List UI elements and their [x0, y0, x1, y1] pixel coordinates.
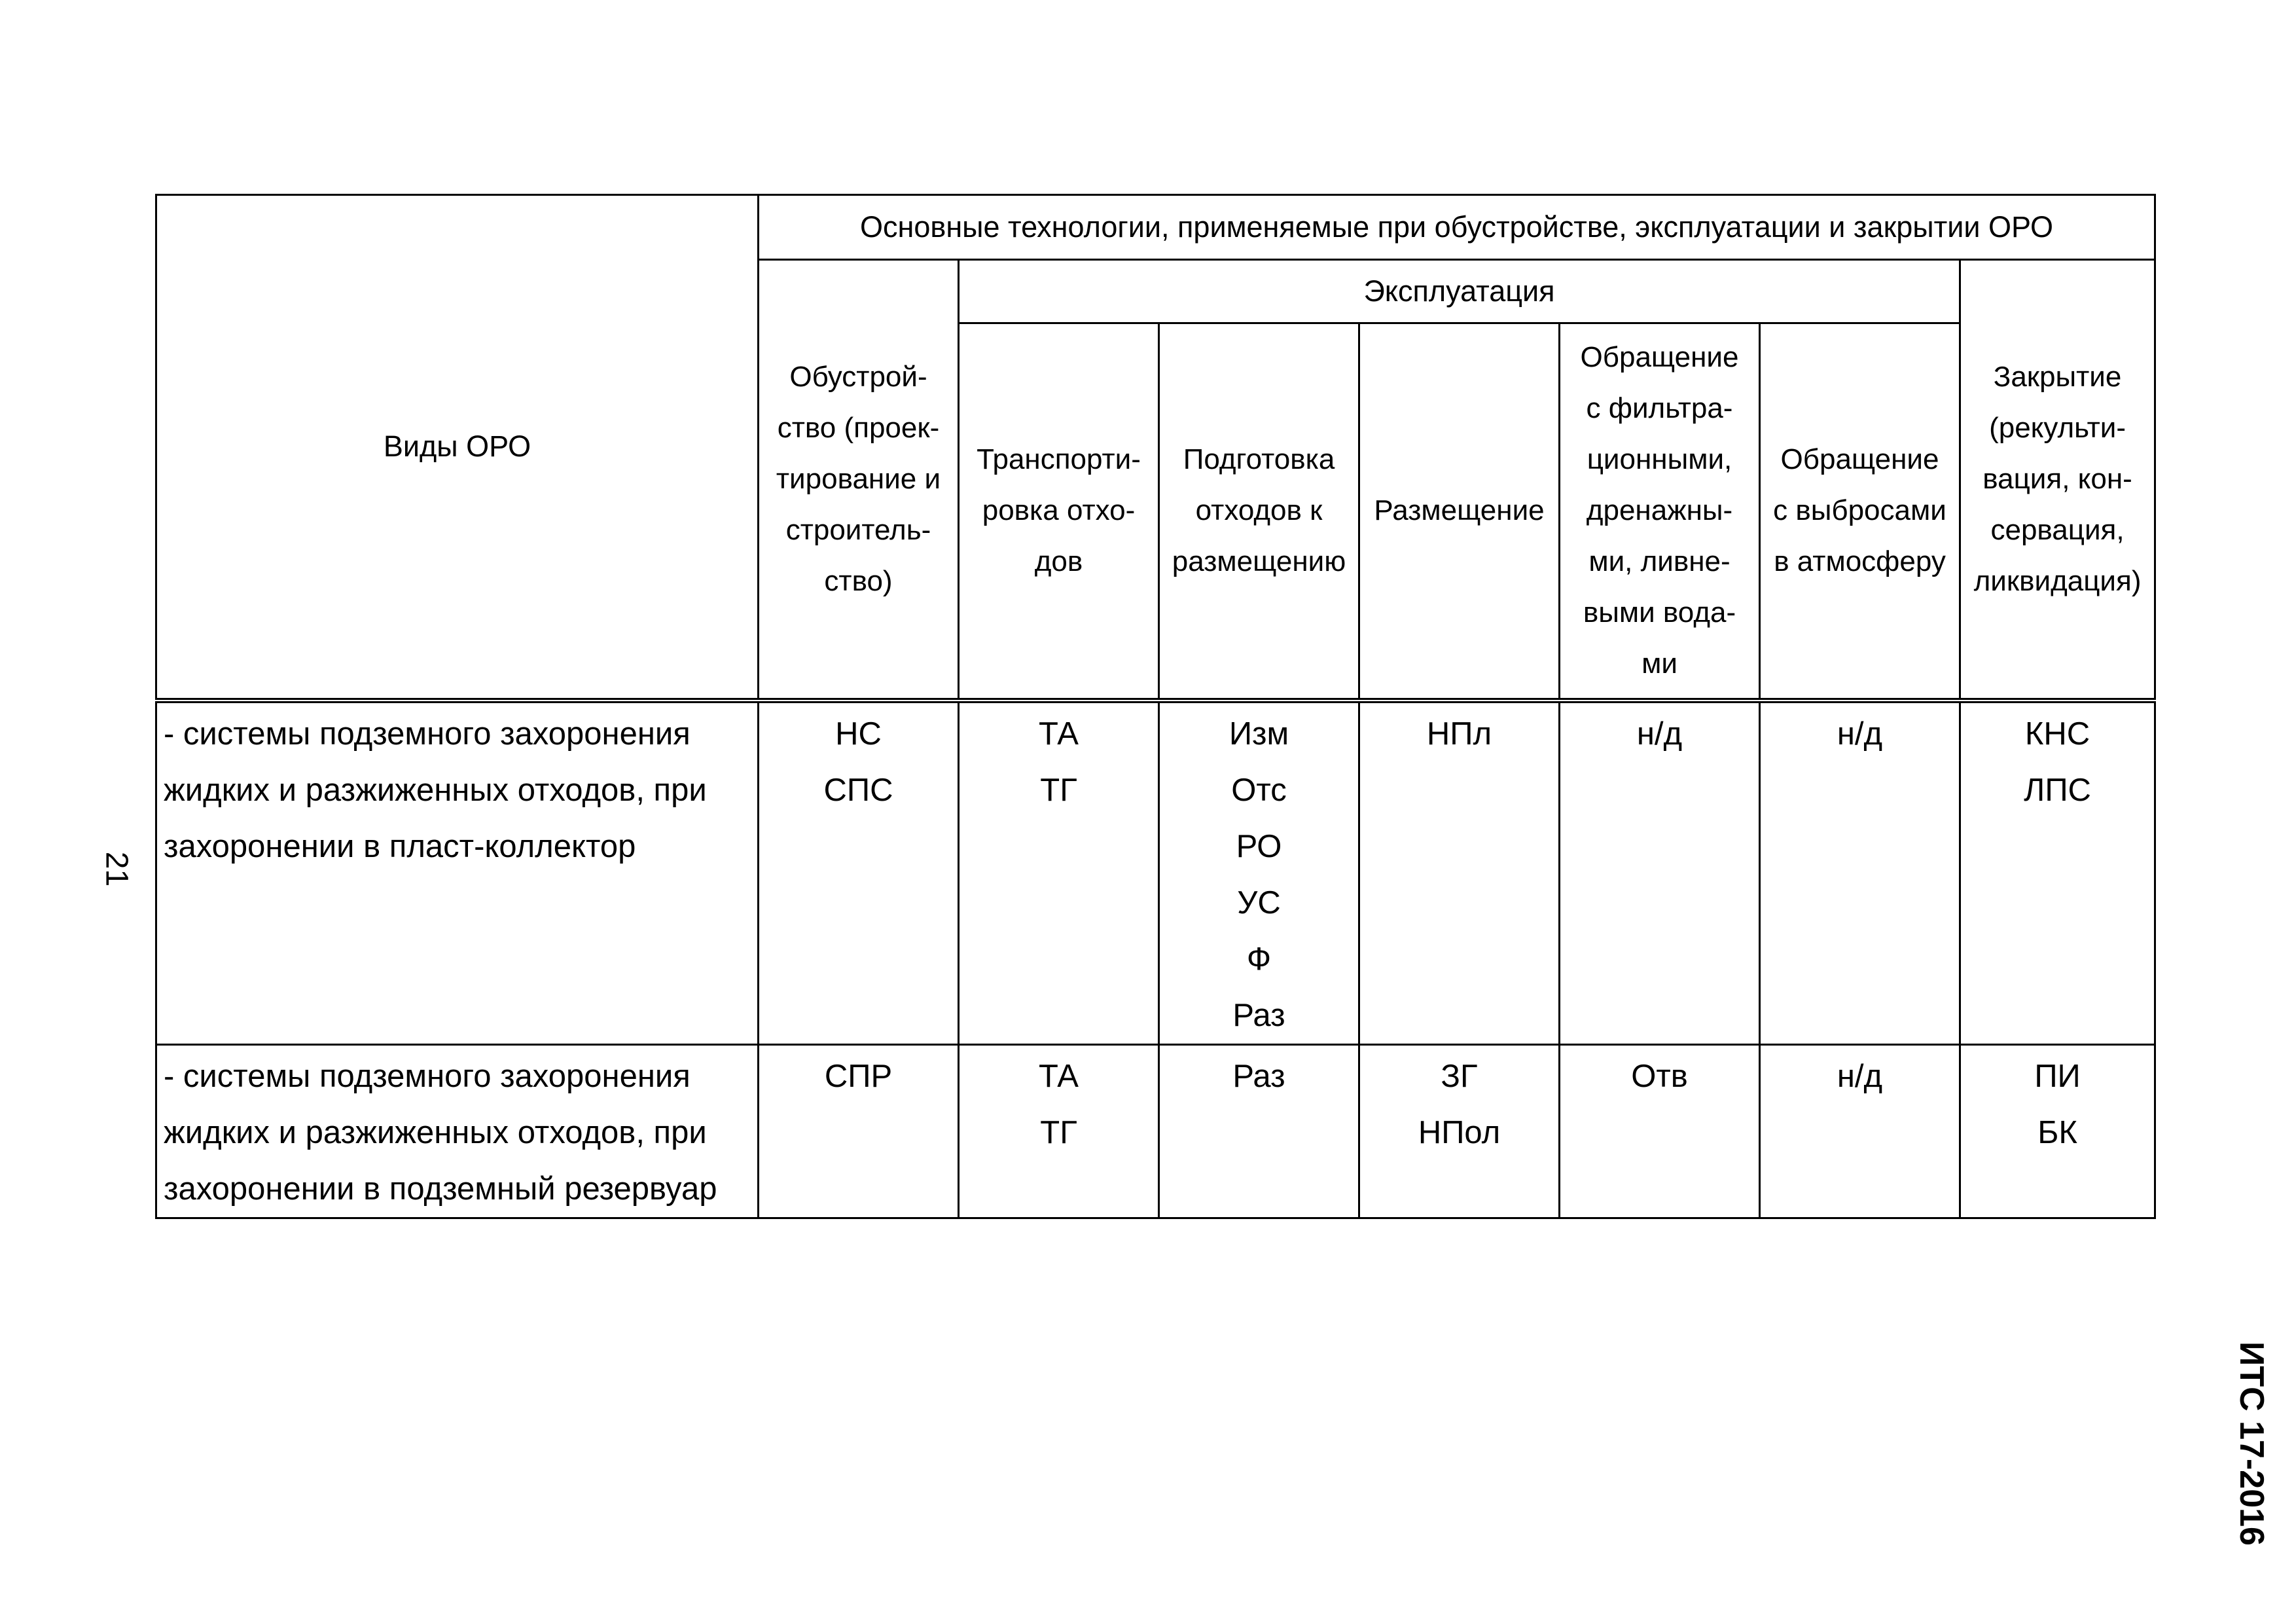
cell-text-line: строитель- — [785, 513, 931, 546]
cell-text-line: БК — [2037, 1115, 2077, 1150]
cell-emissions — [1760, 1045, 1960, 1218]
cell-text-line: Обустрой- — [789, 360, 927, 393]
header-closure — [1960, 260, 2155, 701]
cell-text-line: - системы подземного захоронения — [164, 1059, 691, 1094]
cell-text-line: ровка отхо- — [982, 494, 1136, 527]
header-oro-kinds: Виды ОРО — [156, 195, 759, 701]
cell-text-line: ликвидация) — [1973, 564, 2142, 597]
cell-text-line: Ф — [1246, 941, 1272, 977]
cell-text-line: ми, ливне- — [1588, 545, 1731, 578]
cell-text-line: ПИ — [2034, 1059, 2081, 1094]
cell-transport — [959, 1045, 1159, 1218]
cell-text-line: ство) — [824, 564, 893, 597]
cell-text-line: Раз — [1232, 1059, 1285, 1094]
cell-text-line: отходов к — [1195, 494, 1323, 527]
cell-text-line: н/д — [1837, 1059, 1883, 1094]
cell-text-line: СПС — [823, 772, 893, 808]
cell-oro-kind — [156, 701, 759, 1045]
table-row — [156, 1045, 2155, 1218]
cell-text-line: Обращение — [1580, 341, 1739, 374]
page-number: 21 — [99, 851, 134, 887]
cell-text-line: СПР — [824, 1059, 893, 1094]
cell-text-line: ЗГ — [1441, 1059, 1478, 1094]
cell-closure — [1960, 701, 2155, 1045]
cell-text-line: Обращение — [1780, 443, 1939, 476]
header-main-technologies: Основные технологии, применяемые при обустройстве, эксплуатации и закрытии ОРО — [759, 195, 2155, 260]
cell-filtration — [1560, 701, 1760, 1045]
cell-text-line: сервация, — [1990, 513, 2125, 546]
cell-text-line: НПл — [1426, 716, 1492, 752]
cell-text-line: УС — [1237, 884, 1281, 921]
cell-text-line: НС — [835, 716, 882, 752]
cell-text-line: с фильтра- — [1586, 392, 1733, 425]
header-emissions — [1760, 323, 1960, 701]
cell-text-line: ство (проек- — [777, 411, 940, 444]
cell-text-line: дов — [1034, 545, 1083, 578]
cell-text-line: Отв — [1631, 1059, 1688, 1094]
cell-text-line: ционными, — [1587, 443, 1732, 476]
cell-preparation — [1159, 701, 1359, 1045]
cell-text-line: с выбросами — [1773, 494, 1946, 527]
cell-filtration — [1560, 1045, 1760, 1218]
cell-text-line: в атмосферу — [1774, 545, 1946, 578]
cell-text-line: тирование и — [776, 462, 941, 495]
cell-placement — [1359, 701, 1560, 1045]
cell-text-line: размещению — [1172, 545, 1346, 578]
cell-text-line: ТА — [1039, 716, 1079, 752]
cell-text-line: вация, кон- — [1982, 462, 2132, 495]
table-row — [156, 701, 2155, 1045]
oro-technologies-table — [155, 194, 2156, 1219]
cell-closure — [1960, 1045, 2155, 1218]
cell-text-line: ЛПС — [2024, 772, 2091, 808]
cell-construction — [759, 1045, 959, 1218]
header-preparation — [1159, 323, 1359, 701]
cell-oro-kind — [156, 1045, 759, 1218]
cell-text-line: жидких и разжиженных отходов, при — [164, 1115, 707, 1150]
cell-text-line: Подготовка — [1183, 443, 1335, 476]
cell-transport — [959, 701, 1159, 1045]
header-transport — [959, 323, 1159, 701]
cell-text-line: Закрытие — [1993, 360, 2122, 393]
document-code: ИТС 17-2016 — [2233, 1341, 2270, 1546]
cell-text-line: КНС — [2024, 716, 2090, 752]
cell-text-line: н/д — [1837, 716, 1883, 752]
cell-text-line: - системы подземного захоронения — [164, 716, 691, 752]
cell-text-line: жидких и разжиженных отходов, при — [164, 772, 707, 808]
cell-text-line: НПол — [1418, 1115, 1501, 1150]
cell-emissions — [1760, 701, 1960, 1045]
cell-text-line: захоронении в подземный резервуар — [164, 1171, 717, 1207]
header-construction — [759, 260, 959, 701]
cell-text-line: РО — [1236, 828, 1282, 864]
cell-text-line: Раз — [1232, 997, 1285, 1033]
cell-construction — [759, 701, 959, 1045]
cell-text-line: захоронении в пласт-коллектор — [164, 828, 636, 864]
header-placement — [1359, 323, 1560, 701]
cell-text-line: ТА — [1039, 1059, 1079, 1094]
cell-preparation — [1159, 1045, 1359, 1218]
header-filtration-water — [1560, 323, 1760, 701]
cell-text-line: выми вода- — [1583, 596, 1736, 629]
cell-text-line: (рекульти- — [1989, 411, 2126, 444]
cell-text-line: н/д — [1636, 716, 1683, 752]
cell-text-line: Размещение — [1374, 494, 1545, 527]
cell-text-line: ТГ — [1040, 772, 1077, 808]
header-operation: Эксплуатация — [959, 260, 1960, 323]
cell-text-line: ми — [1641, 647, 1677, 680]
cell-text-line: Отс — [1231, 772, 1287, 808]
cell-text-line: Транспорти- — [977, 443, 1141, 476]
cell-text-line: ТГ — [1040, 1115, 1077, 1150]
cell-text-line: Изм — [1229, 716, 1289, 752]
cell-placement — [1359, 1045, 1560, 1218]
cell-text-line: дренажны- — [1586, 494, 1733, 527]
